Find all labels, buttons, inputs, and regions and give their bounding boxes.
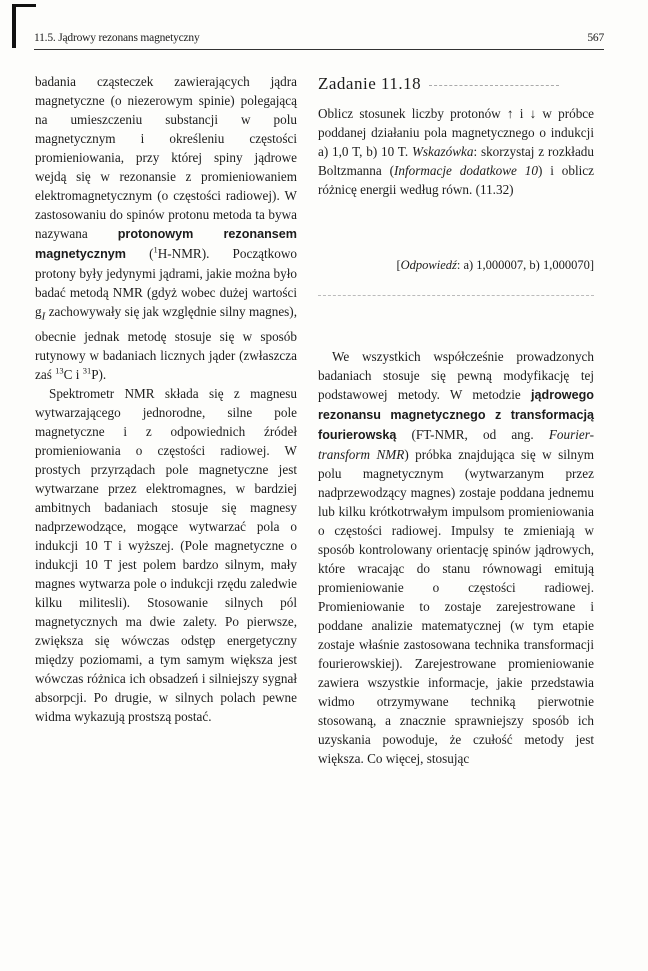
text: ) próbka znajdująca się w silnym polu magnetycznym (wytwarzanym przez nadprzewodzący magnes) zostaje poddana jednemu lub kilku krótkotrwałym impulsom promieniowania o częstości radiowej. Impulsy te zmieniają w sposób kontrolowany orientację spinów jądrowych, które wracając do stanu równowagi emitują promieniowanie o częstości radiowej. Promieniowanie to zostaje zarejestrowane i poddane analizie matematycznej (w tym etapie zostaje właśnie zastosowana technika transformacji fourierowskiej). Zarejestrowane promieniowanie zawiera wszystkie informacje, jakie przedstawia widmo otrzymywane techniką pierwotnie stosowaną, a znacznie sprawniejszy sposób ich uzyskania powoduje, że czułość metody jest większa. Co więcej, stosując — [318, 447, 594, 766]
bracket: [ — [396, 258, 401, 272]
left-paragraph-2: Spektrometr NMR składa się z magnesu wytwarzającego jednorodne, silne pole magnetyczne i z odpowiednich źródeł promieniowania o częstości radiowej. W prostych przyrządach pole magnetyczne jest wytwarzane przez elektromagnes, w bardziej ambitnych badaniach stosuje się magnesy nadprzewodzące, mogące wytwarzać pola o indukcji 10 T i wyższej. (Pole magnetyczne o indukcji 10 T jest polem bardzo silnym, mały magnes wytwarza pole o indukcji rzędu zaledwie kilku militesli). Stosowanie silnych pól magnetycznych ma dwie zalety. Po pierwsze, zwiększa się wówczas odstęp energetyczny między poziomami, a tym samym większa jest wówczas różnica ich obsadzeń i silniejszy sygnał absorpcji. Po drugie, w silnych polach pewne widma wykazują prostszą postać. — [35, 385, 297, 724]
subscript: I — [41, 310, 46, 323]
crop-mark — [12, 4, 16, 48]
left-column — [35, 72, 297, 726]
superscript: 1 — [153, 244, 158, 255]
italic-term: Fourier-transform NMR — [318, 427, 594, 462]
text: badania cząsteczek zawierających jądra magnetyczne (o niezerowym spinie) polegającą na umieszczeniu substancji w polu magnetycznym i określeniu częstości promieniowania, przy której spiny jądrowe wejdą się w rezonansie z promieniowaniem elektromagnetycznym (o częstości radiowej). W zastosowaniu do spinów protonu metoda ta bywa nazywana — [35, 74, 297, 241]
text: zachowywały się jak względnie silny magnes), obecnie jednak metodę stosuje się w sposób rutynowy w badaniach licznych jąder (zwłaszcza zaś — [35, 304, 297, 382]
text: We wszystkich współcześnie prowadzonych badaniach stosuje się pewną modyfikację tej podstawowej metody. W metodzie — [318, 349, 594, 402]
right-column — [318, 347, 594, 768]
hint-reference: Informacje dodatkowe 10 — [394, 163, 538, 178]
decorative-rule — [429, 85, 559, 86]
text: C i — [63, 366, 83, 382]
text: H-NMR). Początkowo protony były jedynymi jądrami, jakie można było badać metodą NMR (gdyż wobec dużej wartości g — [35, 246, 297, 319]
text: (FT-NMR, od ang. — [396, 427, 549, 442]
task-title: Zadanie 11.18 — [318, 74, 422, 93]
left-paragraph-1 — [35, 72, 297, 384]
task-text — [318, 104, 594, 199]
text: P). — [91, 366, 107, 382]
page-number: 567 — [587, 32, 604, 44]
bold-term: jądrowego rezonansu magnetycznego z transformacją fourierowską — [318, 388, 594, 442]
task-body — [318, 104, 594, 199]
bold-term: protonowym rezonansem magnetycznym — [35, 227, 297, 261]
text: : skorzystaj z rozkładu Boltzmanna ( — [318, 144, 594, 178]
separator-rule — [318, 295, 594, 296]
running-header — [34, 32, 604, 48]
task-answer — [318, 258, 594, 273]
text: ) i oblicz różnicę energii według równ. (11.32) — [318, 163, 594, 197]
answer-label: Odpowiedź — [400, 258, 457, 272]
superscript: 31 — [82, 365, 92, 376]
header-rule — [34, 49, 604, 50]
task-heading — [318, 74, 594, 94]
text: ( — [126, 246, 154, 261]
hint-label: Wskazówka — [411, 144, 474, 159]
crop-mark-horizontal — [12, 4, 36, 7]
answer-text: : a) 1,000007, b) 1,000070] — [456, 258, 594, 272]
text: Oblicz stosunek liczby protonów ↑ i ↓ w próbce poddanej działaniu pola magnetycznego o indukcji a) 1,0 T, b) 10 T. — [318, 106, 594, 159]
right-paragraph-1 — [318, 347, 594, 768]
superscript: 13 — [55, 365, 64, 376]
section-title: 11.5. Jądrowy rezonans magnetyczny — [34, 32, 200, 44]
